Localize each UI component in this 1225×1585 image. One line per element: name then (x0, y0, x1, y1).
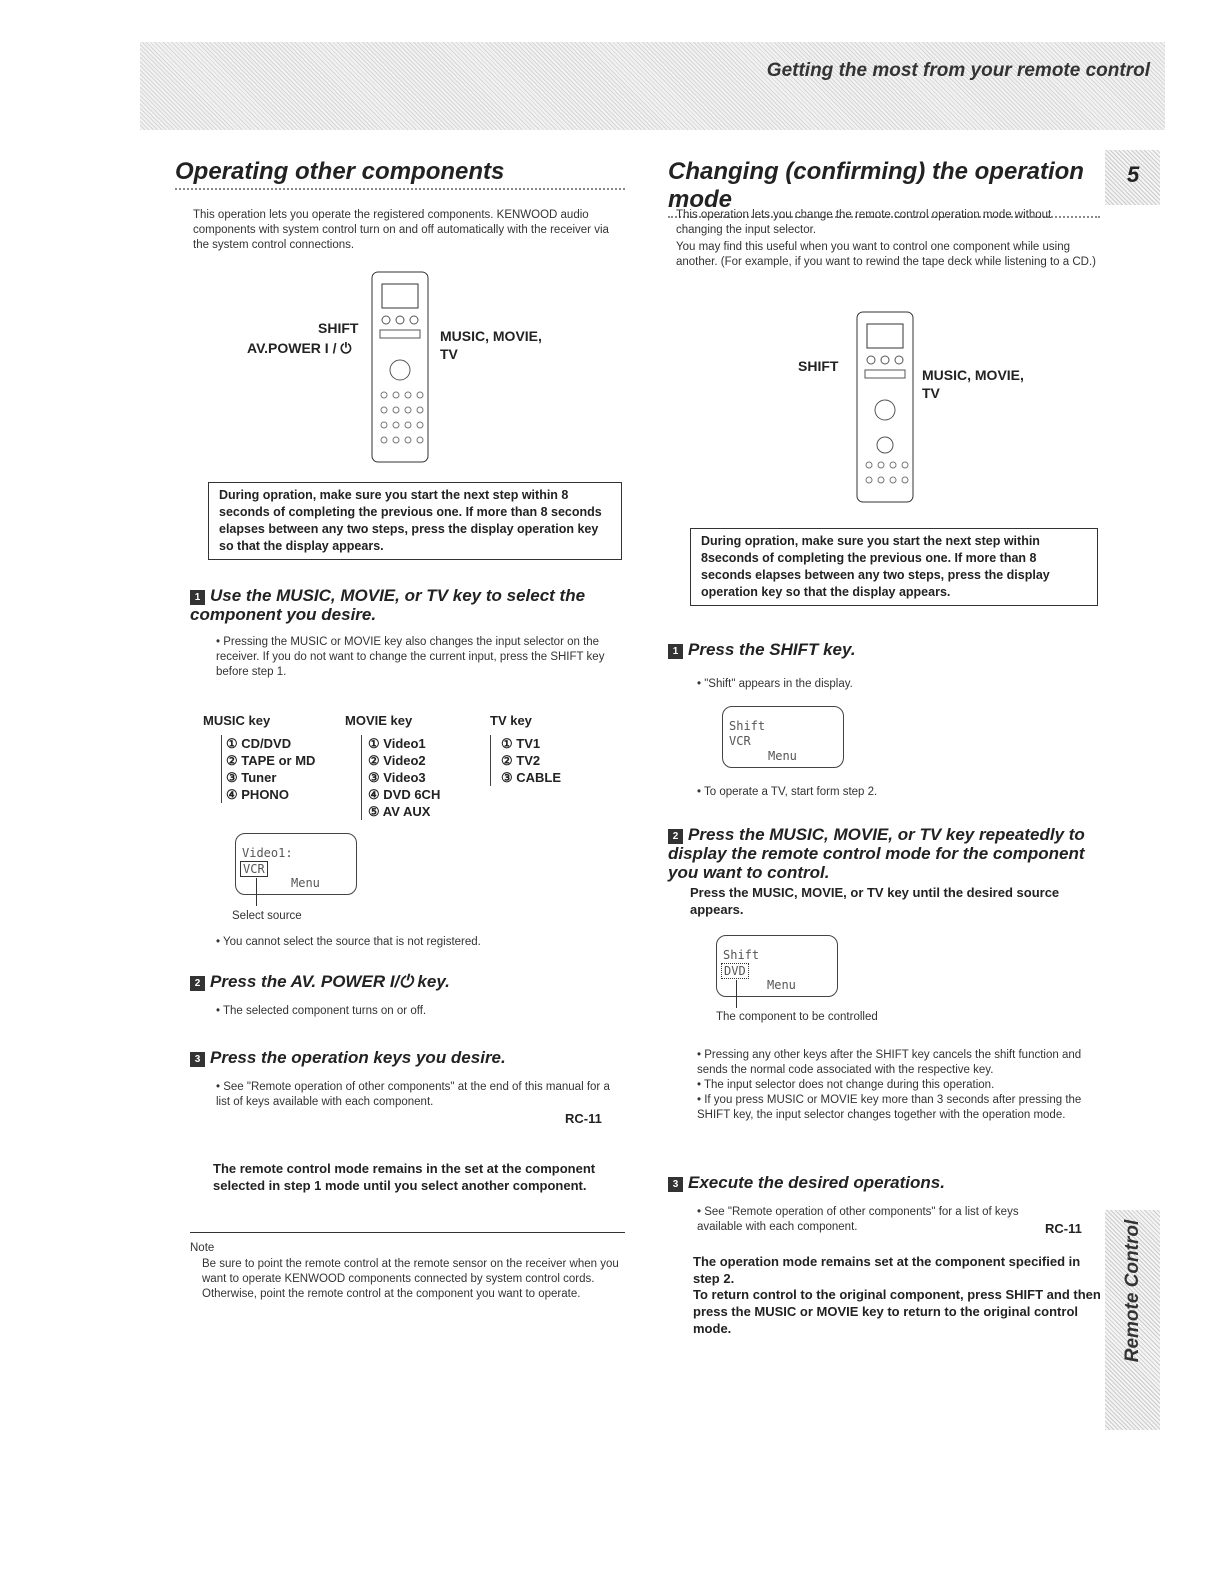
left-step-1-bullet: • Pressing the MUSIC or MOVIE key also changes the input selector on the receiver. If you do not want to change the current input, press the SHIFT key before step 1. (216, 636, 605, 678)
timing-notice: During opration, make sure you start the next step within 8 seconds of completing the previous one. If more than 8 seconds elapses between any two steps, press the display operation key so that the display appears. (208, 482, 622, 560)
avpower-label: AV.POWER I / ⏻ (247, 340, 352, 356)
left-step-1-title: 1 Use the MUSIC, MOVIE, or TV key to select the component you desire. (190, 586, 586, 624)
header-band (140, 42, 1165, 130)
header-title: Getting the most from your remote control (766, 60, 1150, 81)
right-bullets: • Pressing any other keys after the SHIFT key cancels the shift function and sends the normal code associated with the respective key. • The input selector does not change during this operation. • If you press MUSIC or MOVIE key more than 3 seconds after pressing the SHIFT key, the input selector changes together with the operation mode. (697, 1049, 1082, 1121)
right-step-2-body: Press the MUSIC, MOVIE, or TV key until the desired source appears. (690, 885, 1060, 917)
right-summary-2: To return control to the original component, press SHIFT and then press the MUSIC or MOVIE key to return to the original control mode. (693, 1287, 1101, 1336)
left-step-3-bullet: • See "Remote operation of other components" at the end of this manual for a list of keys available with each component. (216, 1081, 610, 1108)
component-caption: The component to be controlled (716, 1011, 878, 1023)
remote-illustration (855, 310, 915, 505)
remote-illustration (370, 270, 430, 465)
music-movie-label: MUSIC, MOVIE, (440, 328, 542, 344)
rc-reference: RC-11 (1045, 1221, 1082, 1236)
right-intro-2: You may find this useful when you want to control one component while using another. (For example, if you want to rewind the tape deck while listening to a CD.) (676, 241, 1096, 268)
left-summary: The remote control mode remains in the set at the component selected in step 1 mode until you select another component. (213, 1161, 596, 1193)
music-key-list: MUSIC key ① CD/DVD ② TAPE or MD ③ Tuner ④ PHONO (203, 713, 316, 802)
left-step-2-bullet: • The selected component turns on or off. (216, 1005, 427, 1017)
right-intro-1: This operation lets you change the remote control operation mode without changing the input selector. (676, 209, 1052, 236)
movie-key-list: MOVIE key ① Video1 ② Video2 ③ Video3 ④ DVD 6CH ⑤ AV AUX (345, 713, 441, 819)
right-summary-1: The operation mode remains set at the component specified in step 2. (693, 1254, 1081, 1286)
tv-label: TV (440, 346, 458, 362)
lcd-shift-dvd: Shift DVD Menu (716, 935, 838, 997)
right-step-1-title: 1 Press the SHIFT key. (668, 640, 856, 659)
section-label: Remote Control (1122, 1219, 1143, 1363)
tv-key-list: TV key ① TV1 ② TV2 ③ CABLE (490, 713, 562, 785)
left-intro: This operation lets you operate the registered components. KENWOOD audio components with system control turn on and off automatically with the receiver via the system control connections. (193, 209, 609, 251)
right-step-3-bullet: • See "Remote operation of other components" for a list of keys available with each component. (697, 1206, 1019, 1233)
page-number: 5 (1127, 162, 1140, 187)
timing-notice: During opration, make sure you start the next step within 8seconds of completing the previous one. If more than 8 seconds elapses between any two steps, press the display operation key so that the display appears. (690, 528, 1098, 606)
note-text: Be sure to point the remote control at the remote sensor on the receiver when you want to operate KENWOOD components connected by system control cords. Otherwise, point the remote control at the component you want to operate. (202, 1258, 619, 1300)
left-step-3-title: 3 Press the operation keys you desire. (190, 1048, 506, 1067)
left-step-2-title: 2 Press the AV. POWER I/⏻ key. (190, 972, 450, 991)
right-step-1-bullet-2: • To operate a TV, start form step 2. (697, 786, 878, 798)
lcd-select-source: Video1: VCR Menu (235, 833, 357, 895)
tv-label: TV (922, 385, 940, 401)
lcd-shift-vcr: Shift VCR Menu (722, 706, 844, 768)
right-step-2-title: 2 Press the MUSIC, MOVIE, or TV key repeatedly to display the remote control mode for the component you want to control. (668, 825, 1085, 882)
left-step-1-note: • You cannot select the source that is not registered. (216, 936, 481, 948)
shift-label: SHIFT (318, 320, 359, 336)
shift-label: SHIFT (798, 358, 839, 374)
music-movie-label: MUSIC, MOVIE, (922, 367, 1024, 383)
side-tab (1105, 150, 1160, 1430)
rc-reference: RC-11 (565, 1111, 602, 1126)
right-title: Changing (confirming) the operation mode (668, 158, 1100, 218)
right-step-3-title: 3 Execute the desired operations. (668, 1173, 945, 1192)
note-title: Note (190, 1242, 215, 1254)
note-divider (190, 1232, 625, 1233)
right-step-1-bullet: • "Shift" appears in the display. (697, 678, 853, 690)
left-title: Operating other components (175, 158, 625, 190)
select-source-caption: Select source (232, 910, 302, 922)
